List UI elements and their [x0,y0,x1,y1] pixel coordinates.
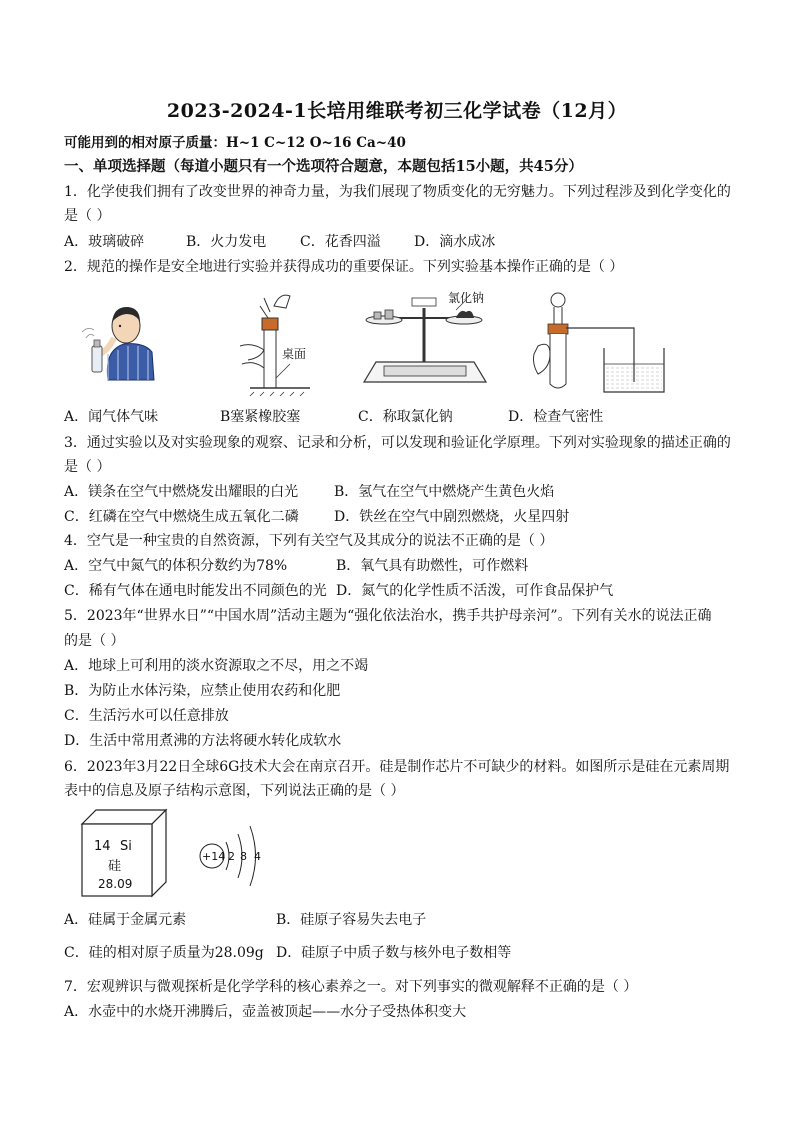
airtightness-figure [534,293,665,392]
q3-option-c: C．红磷在空气中燃烧生成五氧化二磷 [64,509,299,525]
q5-option-b: B．为防止水体污染，应禁止使用农药和化肥 [64,683,341,699]
q7-option-a: A．水壶中的水烧开沸腾后，壶盖被顶起——水分子受热体积变大 [64,1004,467,1020]
nacl-label: 氯化钠 [448,291,485,305]
q6-option-c: C．硅的相对原子质量为28.09g [64,945,264,961]
q2-option-a: A．闻气体气味 [64,409,159,425]
cell-atomic-number: 14 [94,839,111,854]
q6-figures [80,808,280,900]
q3-option-b: B．氢气在空气中燃烧产生黄色火焰 [334,484,555,500]
stoppering-tube-figure [240,295,310,396]
balance-figure [364,290,486,382]
q3-option-a: A．镁条在空气中燃烧发出耀眼的白光 [64,484,299,500]
nucleus-charge: +14 [202,850,226,863]
q7-stem: 7．宏观辨识与微观探析是化学学科的核心素养之一。对下列事实的微观解释不正确的是（ ） [64,979,638,995]
q1-option-c: C．花香四溢 [300,234,381,250]
q5-stem-line1: 5．2023年“世界水日”“中国水周”活动主题为“强化依法治水，携手共护母亲河”。下列有关水的说法正确 [64,608,712,624]
atomic-masses: 可能用到的相对原子质量：H~1 C~12 O~16 Ca~40 [64,135,406,151]
smelling-gas-figure [82,307,154,380]
q3-stem-line2: 是（ ） [64,459,111,475]
q4-option-b: B．氧气具有助燃性，可作燃料 [336,558,529,574]
q6-option-b: B．硅原子容易失去电子 [276,912,427,928]
q6-option-d: D．硅原子中质子数与核外电子数相等 [276,945,512,961]
q3-option-d: D．铁丝在空气中剧烈燃烧，火星四射 [334,509,570,525]
q6-option-a: A．硅属于金属元素 [64,912,187,928]
q2-option-d: D．检查气密性 [508,409,604,425]
page-title: 2023-2024-1长培用维联考初三化学试卷（12月） [166,100,628,122]
q5-stem-line2: 的是（ ） [64,633,125,649]
q6-stem-line1: 6．2023年3月22日全球6G技术大会在南京召开。硅是制作芯片不可缺少的材料。如图所示是硅在元素周期 [64,759,730,775]
shell-3-electrons: 4 [254,850,261,863]
cell-symbol: Si [120,839,132,854]
q6-stem-line2: 表中的信息及原子结构示意图，下列说法正确的是（ ） [64,783,405,799]
q5-option-a: A．地球上可利用的淡水资源取之不尽，用之不竭 [64,658,369,674]
section-heading: 一、单项选择题（每道小题只有一个选项符合题意，本题包括15小题，共45分） [64,158,583,175]
q1-option-d: D．滴水成冰 [414,234,496,250]
periodic-cell [82,810,166,896]
q1-option-a: A．玻璃破碎 [64,234,145,250]
shell-2-electrons: 8 [240,850,247,863]
q4-option-d: D．氮气的化学性质不活泼，可作食品保护气 [336,583,614,599]
q3-stem-line1: 3．通过实验以及对实验现象的观察、记录和分析，可以发现和验证化学原理。下列对实验现象的描述正确的 [64,435,731,451]
q2-option-b: B塞紧橡胶塞 [220,409,301,425]
q4-option-a: A．空气中氮气的体积分数约为78% [64,558,288,574]
q5-option-c: C．生活污水可以任意排放 [64,708,229,724]
cell-mass: 28.09 [98,877,133,891]
desk-label: 桌面 [282,347,307,361]
q4-stem: 4．空气是一种宝贵的自然资源，下列有关空气及其成分的说法不正确的是（ ） [64,533,554,549]
q4-option-c: C．稀有气体在通电时能发出不同颜色的光 [64,583,327,599]
q2-option-c: C．称取氯化钠 [358,409,453,425]
q1-option-b: B．火力发电 [186,234,267,250]
q2-figures [64,288,730,398]
q2-stem: 2．规范的操作是安全地进行实验并获得成功的重要保证。下列实验基本操作正确的是（ ） [64,259,624,275]
shell-1-electrons: 2 [228,850,235,863]
q5-option-d: D．生活中常用煮沸的方法将硬水转化成软水 [64,733,342,749]
q1-stem-line1: 1．化学使我们拥有了改变世界的神奇力量，为我们展现了物质变化的无穷魅力。下列过程涉及到化学变化的 [64,184,731,200]
q1-stem-line2: 是（ ） [64,208,111,224]
atom-structure [200,826,261,886]
cell-name: 硅 [108,859,122,874]
